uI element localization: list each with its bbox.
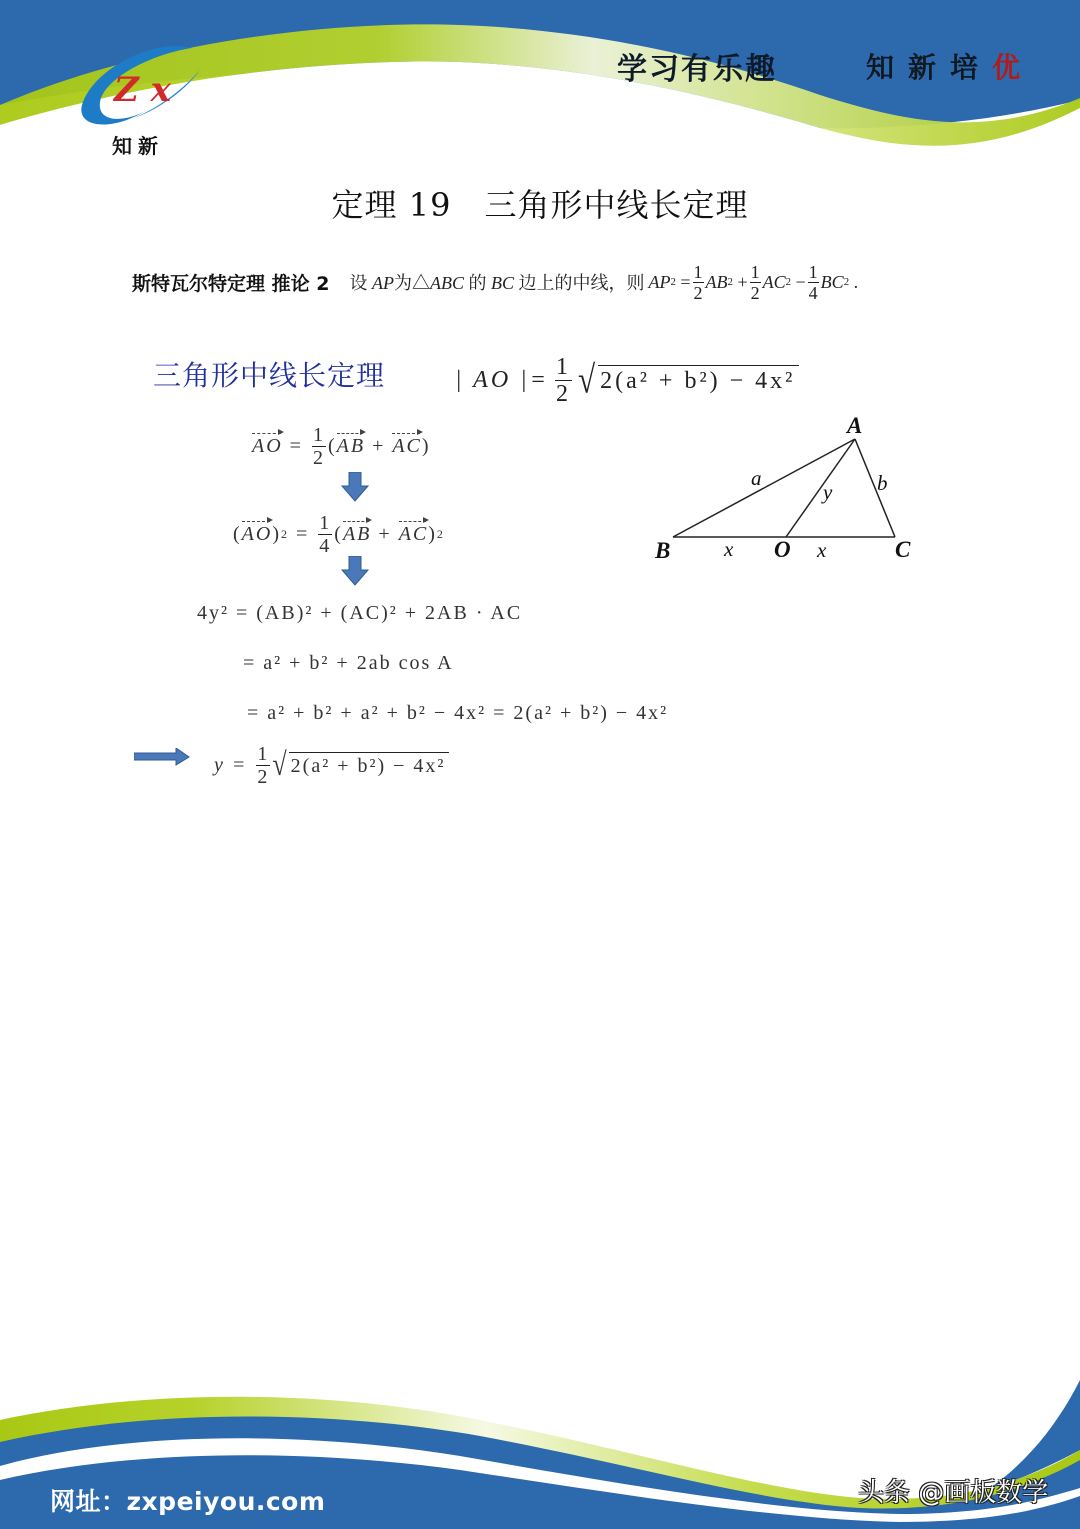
statement-formula: AP 2 = $\frac{1}{2}$ AB 2 + $\frac{1}{2}$ AC 2 − $\frac{1}{4}$ BC 2 . xyxy=(648,261,859,303)
square-root: √ 2(a² + b²) − 4x² xyxy=(578,362,799,398)
edge-x-right-label: x xyxy=(817,538,827,562)
right-arrow-icon xyxy=(134,748,190,766)
main-formula: | AO |= $\frac{1}{2}$ √ 2(a² + b²) − 4x² xyxy=(455,350,799,410)
edge-b-label: b xyxy=(877,471,888,495)
derivation-step-2: ( AO ) 2 = $\frac{1}{4}$ ( AB + AC ) 2 xyxy=(233,511,445,557)
square-root: √ 2(a² + b²) − 4x² xyxy=(272,750,449,780)
vertex-b-label: B xyxy=(655,538,671,563)
vertex-c-label: C xyxy=(895,537,911,562)
derivation-step-3: 4y² = (AB)² + (AC)² + 2AB · AC xyxy=(197,601,523,624)
brand-prefix: 知新培 xyxy=(866,51,993,84)
derivation-step-4: = a² + b² + 2ab cos A xyxy=(243,651,454,674)
statement-text: 设 AP为△ABC 的 BC 边上的中线，则 xyxy=(349,273,645,293)
vertex-o-label: O xyxy=(774,537,791,562)
header-slogan: 学习有乐趣 xyxy=(617,52,777,87)
logo xyxy=(72,40,212,130)
brand-red-char: 优 xyxy=(992,51,1035,84)
fraction: $\frac{1}{2}$ xyxy=(257,742,270,788)
fraction: $\frac{1}{4}$ xyxy=(319,511,332,557)
triangle-diagram xyxy=(640,410,930,580)
fraction: $\frac{1}{2}$ xyxy=(693,261,703,303)
statement-label: 斯特瓦尔特定理 推论 2 xyxy=(132,272,330,295)
down-arrow-icon xyxy=(341,556,369,586)
page-title: 定理 19 三角形中线长定理 xyxy=(331,186,749,224)
derivation-step-1: AO = $\frac{1}{2}$ ( AB + AC ) xyxy=(252,423,431,469)
vertex-a-label: A xyxy=(847,413,863,438)
derivation-result: y = $\frac{1}{2}$ √ 2(a² + b²) − 4x² xyxy=(214,740,449,790)
logo-mark: Z x xyxy=(114,70,171,110)
fraction: $\frac{1}{2}$ xyxy=(312,423,325,469)
derivation-step-5: = a² + b² + a² + b² − 4x² = 2(a² + b²) − 4x² xyxy=(247,701,669,724)
edge-y-label: y xyxy=(823,480,833,504)
down-arrow-icon xyxy=(341,472,369,502)
edge-x-left-label: x xyxy=(724,537,734,561)
footer-watermark: 头条 @画板数学 xyxy=(858,1478,1049,1508)
footer-url: 网址：zxpeiyou.com xyxy=(50,1487,326,1516)
fraction: $\frac{1}{2}$ xyxy=(555,353,571,407)
theorem-statement xyxy=(132,258,858,306)
logo-subtitle: 知新 xyxy=(112,134,164,158)
header-brand xyxy=(866,46,1034,86)
fraction: $\frac{1}{4}$ xyxy=(808,261,818,303)
slide-heading: 三角形中线长定理 xyxy=(153,359,386,392)
edge-a-label: a xyxy=(751,466,762,490)
fraction: $\frac{1}{2}$ xyxy=(750,261,760,303)
